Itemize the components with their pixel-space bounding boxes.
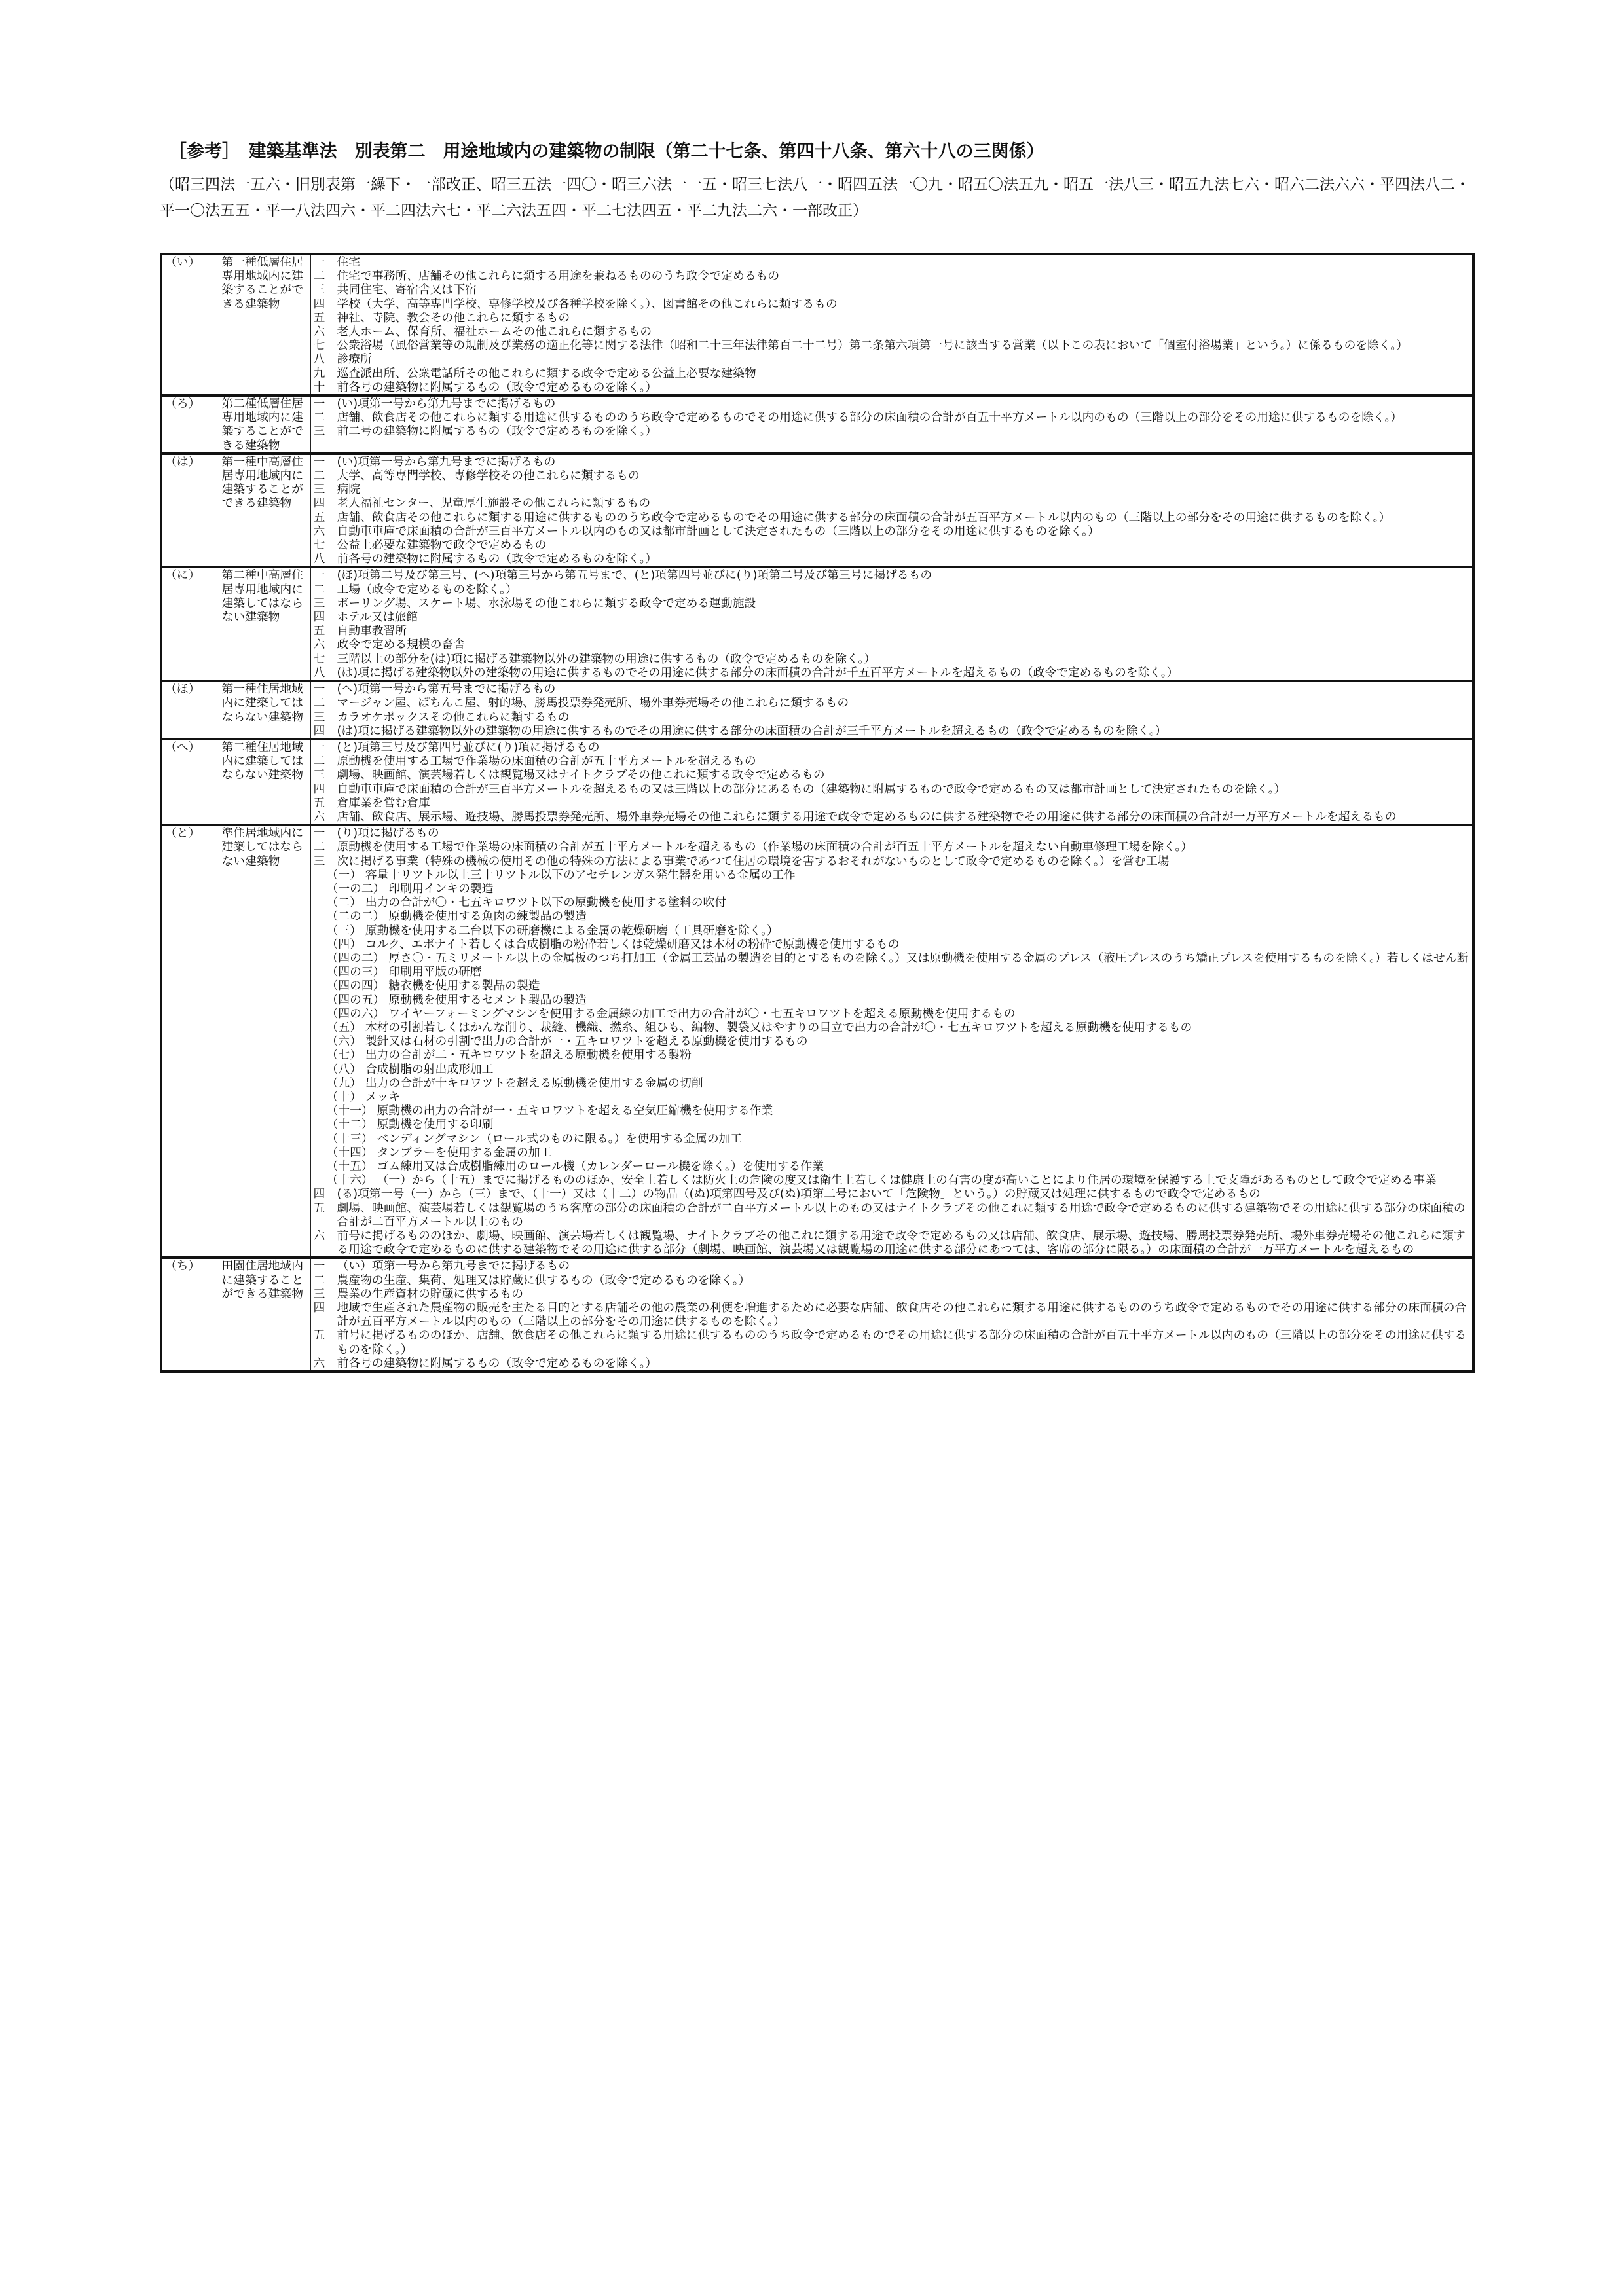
provision-subitem	[314, 1063, 1470, 1076]
provision-subitem	[314, 1007, 1470, 1021]
provision-text: 老人福祉センター、児童厚生施設その他これらに類するもの	[337, 496, 651, 511]
provision-item	[314, 854, 1470, 868]
zone-provisions	[310, 454, 1473, 568]
provision-text: (へ)項第一号から第五号までに掲げるもの	[337, 682, 556, 697]
provision-subitem	[314, 1132, 1470, 1146]
provision-number: 三	[313, 424, 325, 439]
provision-text: 病院	[337, 483, 361, 497]
subitem-number: （八）	[326, 1062, 361, 1076]
provision-item	[314, 483, 1470, 496]
provision-number: 六	[313, 524, 325, 538]
provision-text: カラオケボックスその他これらに類するもの	[337, 710, 570, 724]
provision-number: 七	[313, 338, 325, 353]
provision-text: 公衆浴場（風俗営業等の規制及び業務の適正化等に関する法律（昭和二十三年法律第百二十二号）第二条第六項第一号に該当する営業（以下この表において「個室付浴場業」という。）に係るものを除く。）	[337, 338, 1409, 353]
provision-item	[314, 1301, 1470, 1328]
provision-subitem	[314, 1034, 1470, 1048]
provision-item	[314, 455, 1470, 469]
zone-label: 第二種中高層住居専用地域内に建築してはならない建築物	[219, 567, 310, 681]
provision-item	[314, 297, 1470, 311]
provision-item	[314, 754, 1470, 768]
provision-number: 四	[313, 723, 325, 738]
provision-item	[314, 652, 1470, 666]
provision-text: (ほ)項第二号及び第三号、(へ)項第三号から第五号まで、(と)項第四号並びに(り)項第二号及び第三号に掲げるもの	[337, 568, 932, 583]
provision-text: 政令で定める規模の畜舎	[337, 638, 466, 652]
provision-text: 工場（政令で定めるものを除く。）	[337, 582, 517, 596]
zone-label: 田園住居地域内に建築することができる建築物	[219, 1258, 310, 1372]
zone-provisions	[310, 681, 1473, 739]
subitem-text: 原動機を使用する印刷	[377, 1118, 494, 1132]
provision-item	[314, 682, 1470, 696]
provision-text: (い)項第一号から第九号までに掲げるもの	[337, 454, 556, 469]
zone-row	[161, 454, 1473, 568]
provision-text: 前各号の建築物に附属するもの（政令で定めるものを除く。）	[337, 1356, 657, 1370]
zone-provisions	[310, 825, 1473, 1258]
subitem-number: （四の六）	[326, 1006, 385, 1021]
zone-provisions	[310, 395, 1473, 454]
provision-item	[314, 496, 1470, 510]
provision-subitem	[314, 924, 1470, 938]
subitem-number: （四の五）	[326, 993, 385, 1007]
provision-subitem	[314, 1118, 1470, 1131]
zone-row	[161, 681, 1473, 739]
subitem-number: （二）	[326, 896, 361, 910]
provision-item	[314, 410, 1470, 424]
provision-number: 三	[313, 854, 325, 868]
zone-mark: （は）	[161, 454, 219, 568]
provision-item	[314, 1229, 1470, 1256]
zone-row	[161, 739, 1473, 825]
provision-number: 四	[313, 1301, 325, 1315]
provision-subitem	[314, 951, 1470, 965]
provision-subitem	[314, 993, 1470, 1007]
subitem-number: （一の二）	[326, 881, 385, 896]
provision-number: 一	[313, 826, 325, 841]
provision-text: 地域で生産された農産物の販売を主たる目的とする店舗その他の農業の利便を増進するために必要な店舗、飲食店その他これらに類する用途に供するもののうち政令で定めるものでその用途に供する部分の床面積の合計が五百平方メートル以内のもの（三階以上の部分をその用途に供するものを除く。）	[337, 1301, 1467, 1329]
provision-number: 五	[313, 1328, 325, 1343]
provision-item	[314, 255, 1470, 269]
provision-text: 三階以上の部分を(は)項に掲げる建築物以外の建築物の用途に供するもの（政令で定めるものを除く。）	[337, 651, 876, 666]
provision-subitem	[314, 1104, 1470, 1118]
provision-text: 店舗、飲食店、展示場、遊技場、勝馬投票券発売所、場外車券売場その他これらに類する用途で政令で定めるものに供する建築物でその用途に供する部分の床面積の合計が一万平方メートルを超えるもの	[337, 809, 1397, 824]
subitem-number: （四の三）	[326, 965, 385, 979]
provision-text: 次に掲げる事業（特殊の機械の使用その他の特殊の方法による事業であつて住居の環境を害するおそれがないものとして政令で定めるものを除く。）を営む工場	[337, 854, 1170, 868]
zone-provisions	[310, 567, 1473, 681]
provision-subitem	[314, 868, 1470, 882]
provision-number: 三	[313, 483, 325, 497]
provision-item	[314, 826, 1470, 840]
provision-text: 老人ホーム、保育所、福祉ホームその他これらに類するもの	[337, 325, 652, 339]
subitem-number: （七）	[326, 1048, 361, 1063]
provision-item	[314, 710, 1470, 724]
provision-subitem	[314, 882, 1470, 896]
provision-number: 六	[313, 638, 325, 652]
provision-text: 劇場、映画館、演芸場若しくは観覧場のうち客席の部分の床面積の合計が二百平方メートル以上のもの又はナイトクラブその他これに類する用途で政令で定めるものに供する建築物でその用途に供する部分の床面積の合計が二百平方メートル以上のもの	[337, 1201, 1466, 1229]
provision-item	[314, 338, 1470, 352]
provision-text: 農産物の生産、集荷、処理又は貯蔵に供するもの（政令で定めるものを除く。）	[337, 1273, 750, 1287]
provision-item	[314, 424, 1470, 438]
zone-mark: （い）	[161, 254, 219, 395]
provision-item	[314, 524, 1470, 538]
zone-row	[161, 395, 1473, 454]
provision-item	[314, 1273, 1470, 1287]
provision-item	[314, 1259, 1470, 1273]
provision-number: 六	[313, 1229, 325, 1243]
document-title: ［参考］ 建築基準法 別表第二 用途地域内の建築物の制限（第二十七条、第四十八条、第六十八の三関係）	[169, 141, 1044, 162]
provision-number: 二	[313, 469, 325, 483]
subitem-text: 出力の合計が二・五キロワツトを超える原動機を使用する製粉	[365, 1048, 692, 1063]
provision-item	[314, 283, 1470, 297]
provision-text: (は)項に掲げる建築物以外の建築物の用途に供するものでその用途に供する部分の床面積の合計が千五百平方メートルを超えるもの（政令で定めるものを除く。）	[337, 665, 1179, 680]
zone-label: 第二種低層住居専用地域内に建築することができる建築物	[219, 395, 310, 454]
zone-label: 第一種中高層住居専用地域内に建築することができる建築物	[219, 454, 310, 568]
provision-number: 六	[313, 325, 325, 339]
provision-text: 自動車教習所	[337, 624, 407, 638]
provision-subitem	[314, 1146, 1470, 1159]
subitem-text: 原動機を使用する二台以下の研磨機による金属の乾燥研磨（工具研磨を除く。）	[365, 923, 779, 938]
provision-text: 前各号の建築物に附属するもの（政令で定めるものを除く。）	[337, 552, 657, 566]
provision-text: (る)項第一号（一）から（三）まで、（十一）又は（十二）の物品（(ぬ)項第四号及び(ぬ)項第二号において「危険物」という。）の貯蔵又は処理に供するもので政令で定めるもの	[337, 1187, 1261, 1201]
provision-number: 八	[313, 352, 325, 367]
zone-row	[161, 567, 1473, 681]
zone-provisions	[310, 739, 1473, 825]
provision-number: 六	[313, 1356, 325, 1370]
provision-item	[314, 796, 1470, 810]
provision-number: 一	[313, 397, 325, 411]
provision-item	[314, 511, 1470, 524]
subitem-text: 容量十リツトル以上三十リツトル以下のアセチレンガス発生器を用いる金属の工作	[365, 867, 796, 882]
provision-text: 前二号の建築物に附属するもの（政令で定めるものを除く。）	[337, 424, 657, 439]
provision-number: 一	[313, 682, 325, 697]
zone-mark: （に）	[161, 567, 219, 681]
subitem-number: （十三）	[326, 1131, 373, 1146]
provision-subitem	[314, 896, 1470, 909]
subitem-number: （十六）	[326, 1173, 373, 1188]
provision-item	[314, 269, 1470, 283]
provision-number: 二	[313, 840, 325, 854]
provision-number: 五	[313, 624, 325, 638]
subitem-text: 糖衣機を使用する製品の製造	[388, 979, 540, 993]
zone-row	[161, 254, 1473, 395]
provision-number: 三	[313, 768, 325, 782]
subitem-text: ベンディングマシン（ロール式のものに限る。）を使用する金属の加工	[377, 1131, 743, 1146]
provision-item	[314, 840, 1470, 854]
provision-text: (り)項に掲げるもの	[337, 826, 439, 841]
provision-text: 巡査派出所、公衆電話所その他これらに類する政令で定める公益上必要な建築物	[337, 366, 756, 380]
zone-mark: （ち）	[161, 1258, 219, 1372]
provision-item	[314, 325, 1470, 338]
provision-item	[314, 810, 1470, 824]
provision-text: 前各号の建築物に附属するもの（政令で定めるものを除く。）	[337, 380, 657, 394]
provision-text: 前号に掲げるもののほか、劇場、映画館、演芸場若しくは観覧場、ナイトクラブその他これに類する用途で政令で定めるもの又は店舗、飲食店、展示場、遊技場、勝馬投票券発売所、場外車券売場その他これらに類する用途で政令で定めるものに供する建築物でその用途に供する部分（劇場、映画館、演芸場又は観覧場の用途に供する部分にあつては、客席の部分に限る。）の床面積の合計が一万平方メートルを超えるもの	[337, 1229, 1466, 1257]
provision-text: ホテル又は旅館	[337, 610, 418, 625]
provision-number: 一	[313, 740, 325, 754]
subitem-number: （五）	[326, 1020, 361, 1034]
subitem-text: 出力の合計が十キロワツトを超える原動機を使用する金属の切削	[365, 1076, 703, 1090]
subitem-text: タンブラーを使用する金属の加工	[377, 1145, 552, 1159]
provision-item	[314, 1287, 1470, 1301]
provision-subitem	[314, 1021, 1470, 1034]
provision-number: 一	[313, 568, 325, 583]
provision-text: マージャン屋、ぱちんこ屋、射的場、勝馬投票券発売所、場外車券売場その他これらに類するもの	[337, 696, 849, 710]
provision-item	[314, 638, 1470, 651]
provision-text: 学校（大学、高等専門学校、専修学校及び各種学校を除く。）、図書館その他これらに類するもの	[337, 297, 838, 311]
provision-text: 大学、高等専門学校、専修学校その他これらに類するもの	[337, 469, 640, 483]
provision-number: 三	[313, 1286, 325, 1301]
subitem-number: （四の四）	[326, 979, 385, 993]
provision-text: 公益上必要な建築物で政令で定めるもの	[337, 538, 547, 553]
provision-number: 二	[313, 410, 325, 425]
amendment-history: （昭三四法一五六・旧別表第一繰下・一部改正、昭三五法一四〇・昭三六法一一五・昭三七法八一・昭四五法一〇九・昭五〇法五九・昭五一法八三・昭五九法七六・昭六二法六六・平四法八二・平一〇法五五・平一八法四六・平二四法六七・平二六法五四・平二七法四五・平二九法二六・一部改正）	[160, 176, 1470, 219]
provision-text: 劇場、映画館、演芸場若しくは観覧場又はナイトクラブその他これに類する政令で定めるもの	[337, 768, 825, 782]
provision-item	[314, 1201, 1470, 1229]
provision-number: 五	[313, 310, 325, 325]
provision-number: 四	[313, 1187, 325, 1201]
subitem-number: （三）	[326, 923, 361, 938]
subitem-number: （十四）	[326, 1145, 373, 1159]
subitem-text: 合成樹脂の射出成形加工	[365, 1062, 494, 1076]
zone-provisions	[310, 254, 1473, 395]
subitem-number: （六）	[326, 1034, 361, 1049]
provision-subitem	[314, 979, 1470, 993]
provision-item	[314, 740, 1470, 754]
provision-text: (い)項第一号から第九号までに掲げるもの	[337, 397, 556, 411]
provision-text: 店舗、飲食店その他これらに類する用途に供するもののうち政令で定めるものでその用途に供する部分の床面積の合計が百五十平方メートル以内のもの（三階以上の部分をその用途に供するものを除く。）	[337, 410, 1403, 425]
provision-item	[314, 367, 1470, 380]
subitem-text: 原動機を使用するセメント製品の製造	[388, 993, 587, 1007]
provision-item	[314, 768, 1470, 782]
provision-subitem	[314, 1159, 1470, 1173]
subitem-number: （四）	[326, 937, 361, 951]
subitem-text: 原動機の出力の合計が一・五キロワツトを超える空気圧縮機を使用する作業	[377, 1104, 773, 1118]
provision-number: 二	[313, 269, 325, 283]
provision-item	[314, 583, 1470, 596]
zone-label: 第一種低層住居専用地域内に建築することができる建築物	[219, 254, 310, 395]
subitem-text: 印刷用平版の研磨	[388, 965, 482, 979]
provision-item	[314, 1328, 1470, 1356]
provision-text: 原動機を使用する工場で作業場の床面積の合計が五十平方メートルを超えるもの（作業場の床面積の合計が百五十平方メートルを超えない自動車修理工場を除く。）	[337, 840, 1193, 854]
zone-row	[161, 1258, 1473, 1372]
provision-number: 二	[313, 754, 325, 769]
zone-label: 第一種住居地域内に建築してはならない建築物	[219, 681, 310, 739]
subitem-text: 出力の合計が〇・七五キロワツト以下の原動機を使用する塗料の吹付	[365, 896, 727, 910]
provision-number: 二	[313, 582, 325, 596]
provision-number: 一	[313, 255, 325, 269]
provision-subitem	[314, 1076, 1470, 1090]
provision-item	[314, 380, 1470, 394]
provision-text: 共同住宅、寄宿舎又は下宿	[337, 283, 477, 297]
subitem-number: （十五）	[326, 1159, 373, 1173]
provision-text: 住宅で事務所、店舗その他これらに類する用途を兼ねるもののうち政令で定めるもの	[337, 269, 780, 283]
subitem-number: （一）	[326, 867, 361, 882]
subitem-number: （四の二）	[326, 951, 385, 965]
zone-row	[161, 825, 1473, 1258]
provision-number: 三	[313, 283, 325, 297]
subitem-text: 原動機を使用する魚肉の練製品の製造	[388, 909, 587, 924]
subitem-number: （九）	[326, 1076, 361, 1090]
subitem-text: 製針又は石材の引割で出力の合計が一・五キロワツトを超える原動機を使用するもの	[365, 1034, 808, 1049]
subitem-text: （一）から（十五）までに掲げるもののほか、安全上若しくは防火上の危険の度又は衛生上若しくは健康上の有害の度が高いことにより住居の環境を保護する上で支障があるものとして政令で定める事業	[377, 1173, 1437, 1188]
provision-number: 六	[313, 809, 325, 824]
provision-number: 三	[313, 596, 325, 610]
provision-item	[314, 552, 1470, 566]
zone-mark: （へ）	[161, 739, 219, 825]
provision-text: 神社、寺院、教会その他これらに類するもの	[337, 310, 570, 325]
zone-mark: （ろ）	[161, 395, 219, 454]
zone-provisions	[310, 1258, 1473, 1372]
provision-subitem	[314, 938, 1470, 951]
provision-item	[314, 624, 1470, 638]
provision-text: (は)項に掲げる建築物以外の建築物の用途に供するものでその用途に供する部分の床面積の合計が三千平方メートルを超えるもの（政令で定めるものを除く。）	[337, 723, 1167, 738]
provision-item	[314, 782, 1470, 796]
zone-mark: （と）	[161, 825, 219, 1258]
subitem-number: （十二）	[326, 1118, 373, 1132]
provision-number: 七	[313, 538, 325, 553]
provision-number: 五	[313, 1201, 325, 1215]
provision-text: (と)項第三号及び第四号並びに(り)項に掲げるもの	[337, 740, 600, 754]
provision-number: 四	[313, 496, 325, 511]
zone-label: 準住居地域内に建築してはならない建築物	[219, 825, 310, 1258]
zone-label: 第二種住居地域内に建築してはならない建築物	[219, 739, 310, 825]
provision-number: 一	[313, 454, 325, 469]
provision-number: 八	[313, 552, 325, 566]
subitem-number: （十一）	[326, 1104, 373, 1118]
provision-item	[314, 610, 1470, 624]
provision-number: 四	[313, 610, 325, 625]
provision-subitem	[314, 1048, 1470, 1062]
provision-item	[314, 1357, 1470, 1370]
provision-item	[314, 311, 1470, 325]
provision-item	[314, 469, 1470, 483]
provision-subitem	[314, 965, 1470, 979]
provision-text: 自動車車庫で床面積の合計が三百平方メートルを超えるもの又は三階以上の部分にあるもの（建築物に附属するもので政令で定めるもの又は都市計画として決定されたものを除く。）	[337, 782, 1286, 796]
provision-text: （い）項第一号から第九号までに掲げるもの	[337, 1259, 570, 1273]
provision-text: 原動機を使用する工場で作業場の床面積の合計が五十平方メートルを超えるもの	[337, 754, 756, 769]
provision-text: ボーリング場、スケート場、水泳場その他これらに類する政令で定める運動施設	[337, 596, 756, 610]
subitem-number: （二の二）	[326, 909, 385, 924]
provision-item	[314, 568, 1470, 582]
subitem-text: 厚さ〇・五ミリメートル以上の金属板のつち打加工（金属工芸品の製造を目的とするものを除く。）又は原動機を使用する金属のプレス（液圧プレスのうち矯正プレスを使用するものを除く。）若しくはせん断	[388, 951, 1469, 965]
provision-item	[314, 352, 1470, 366]
provision-number: 四	[313, 782, 325, 796]
provision-number: 八	[313, 665, 325, 680]
subitem-text: 木材の引割若しくはかんな削り、裁縫、機織、撚糸、組ひも、編物、製袋又はやすりの目立で出力の合計が〇・七五キロワツトを超える原動機を使用するもの	[365, 1020, 1192, 1034]
provision-item	[314, 1187, 1470, 1201]
subitem-text: 印刷用インキの製造	[388, 881, 494, 896]
provision-item	[314, 666, 1470, 680]
provision-text: 店舗、飲食店その他これらに類する用途に供するもののうち政令で定めるものでその用途に供する部分の床面積の合計が五百平方メートル以内のもの（三階以上の部分をその用途に供するものを除く。）	[337, 510, 1391, 524]
provision-text: 住宅	[337, 255, 361, 269]
provision-number: 十	[313, 380, 325, 394]
subitem-text: メッキ	[365, 1089, 401, 1104]
zone-mark: （ほ）	[161, 681, 219, 739]
provision-item	[314, 596, 1470, 610]
provision-number: 五	[313, 510, 325, 524]
provision-number: 三	[313, 710, 325, 724]
provision-subitem	[314, 909, 1470, 923]
subitem-text: コルク、エボナイト若しくは合成樹脂の粉砕若しくは乾燥研磨又は木材の粉砕で原動機を使用するもの	[365, 937, 900, 951]
subitem-text: ゴム練用又は合成樹脂練用のロール機（カレンダーロール機を除く。）を使用する作業	[377, 1159, 824, 1173]
subitem-number: （十）	[326, 1089, 361, 1104]
provision-number: 二	[313, 696, 325, 710]
provision-number: 四	[313, 297, 325, 311]
provision-subitem	[314, 1090, 1470, 1104]
provision-number: 九	[313, 366, 325, 380]
provision-text: 診療所	[337, 352, 372, 367]
provision-number: 五	[313, 795, 325, 810]
provision-text: 前号に掲げるもののほか、店舗、飲食店その他これらに類する用途に供するもののうち政令で定めるものでその用途に供する部分の床面積の合計が百五十平方メートル以内のもの（三階以上の部分をその用途に供するものを除く。）	[337, 1328, 1467, 1357]
provision-number: 七	[313, 651, 325, 666]
provision-subitem	[314, 1173, 1470, 1187]
provision-text: 農業の生産資材の貯蔵に供するもの	[337, 1286, 524, 1301]
provision-item	[314, 538, 1470, 552]
provision-number: 一	[313, 1259, 325, 1273]
provision-item	[314, 696, 1470, 710]
provision-text: 自動車車庫で床面積の合計が三百平方メートル以内のもの又は都市計画として決定されたもの（三階以上の部分をその用途に供するものを除く。）	[337, 524, 1099, 538]
provision-text: 倉庫業を営む倉庫	[337, 795, 430, 810]
subitem-text: ワイヤーフォーミングマシンを使用する金属線の加工で出力の合計が〇・七五キロワツトを超える原動機を使用するもの	[388, 1006, 1016, 1021]
provision-item	[314, 724, 1470, 738]
provision-number: 二	[313, 1273, 325, 1287]
zoning-restrictions-table	[160, 253, 1475, 1373]
provision-item	[314, 397, 1470, 410]
